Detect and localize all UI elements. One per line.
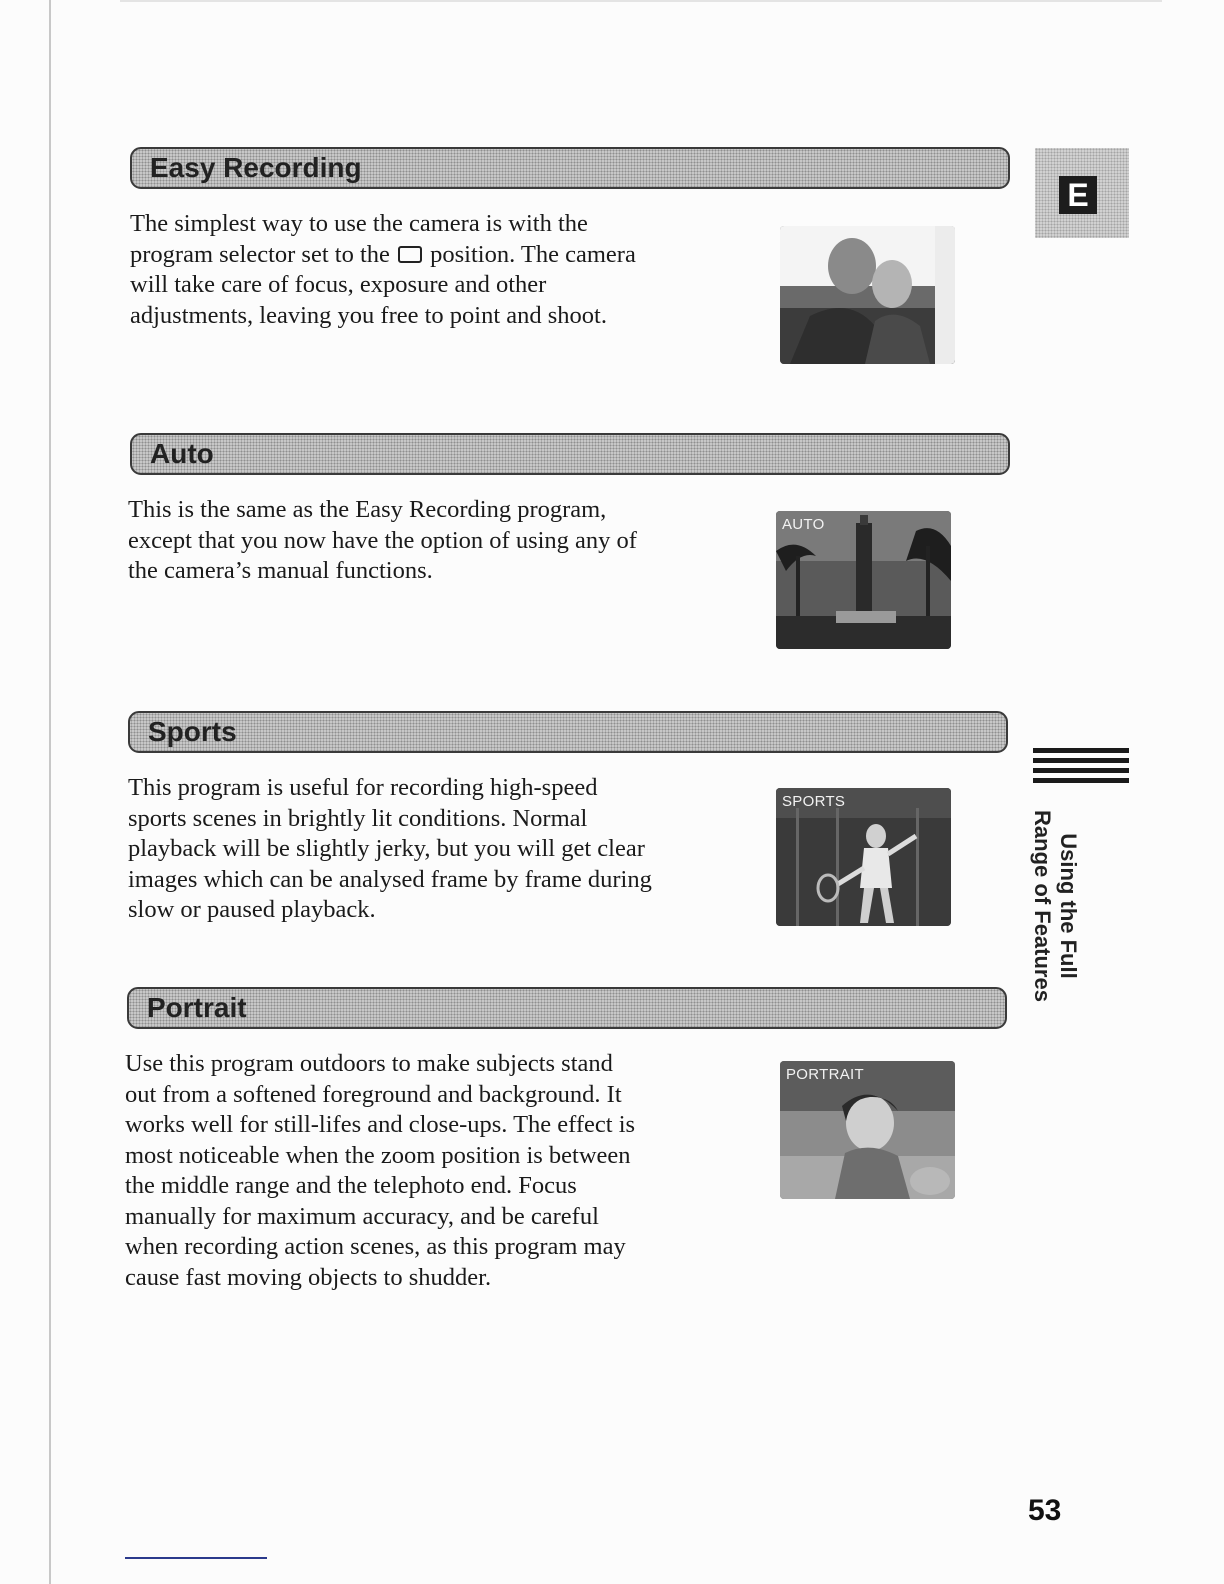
chapter-title-vertical: Using the Full Range of Features (1030, 810, 1081, 1002)
section-heading: Portrait (147, 992, 247, 1023)
section-header-auto (130, 433, 1010, 475)
section-body-sports: This program is useful for recording high-speed sports scenes in brightly lit conditions. Normal playback will be slightly jerky, but you will get clear images which can be analysed frame by frame during slow or paused playback. (128, 774, 652, 923)
chapter-tab (1035, 148, 1129, 238)
photo-auto (776, 511, 951, 649)
page-binding-line (49, 0, 51, 1584)
photo-label: SPORTS (782, 793, 846, 810)
section-heading: Sports (148, 716, 237, 747)
section-header-easy-recording (130, 147, 1010, 189)
photo-easy-recording (780, 226, 955, 364)
section-heading: Easy Recording (150, 152, 362, 183)
photo-label: PORTRAIT (786, 1066, 864, 1083)
photo-portrait (780, 1061, 955, 1199)
chapter-stripes (1033, 748, 1129, 788)
page-top-edge (120, 0, 1162, 2)
chapter-tab-letter: E (1059, 176, 1097, 214)
section-body-auto: This is the same as the Easy Recording program, except that you now have the option of using any of the camera’s manual functions. (128, 496, 637, 584)
section-heading: Auto (150, 438, 214, 469)
section-header-sports (128, 711, 1008, 753)
section-header-portrait (127, 987, 1007, 1029)
section-body-easy-recording: The simplest way to use the camera is with the program selector set to the position. The camera will take care of focus, exposure and other adjustments, leaving you free to point and shoot. (130, 210, 636, 329)
photo-label: AUTO (782, 516, 825, 533)
footer-rule (125, 1557, 267, 1559)
section-body-portrait: Use this program outdoors to make subjects stand out from a softened foreground and background. It works well for still-lifes and close-ups. The effect is most noticeable when the zoom position is between the middle range and the telephoto end. Focus manually for maximum accuracy, and be careful when recording action scenes, as this program may cause fast moving objects to shudder. (125, 1050, 636, 1291)
photo-sports (776, 788, 951, 926)
camera-frame-icon (398, 246, 422, 263)
page-number: 53 (1028, 1494, 1062, 1527)
